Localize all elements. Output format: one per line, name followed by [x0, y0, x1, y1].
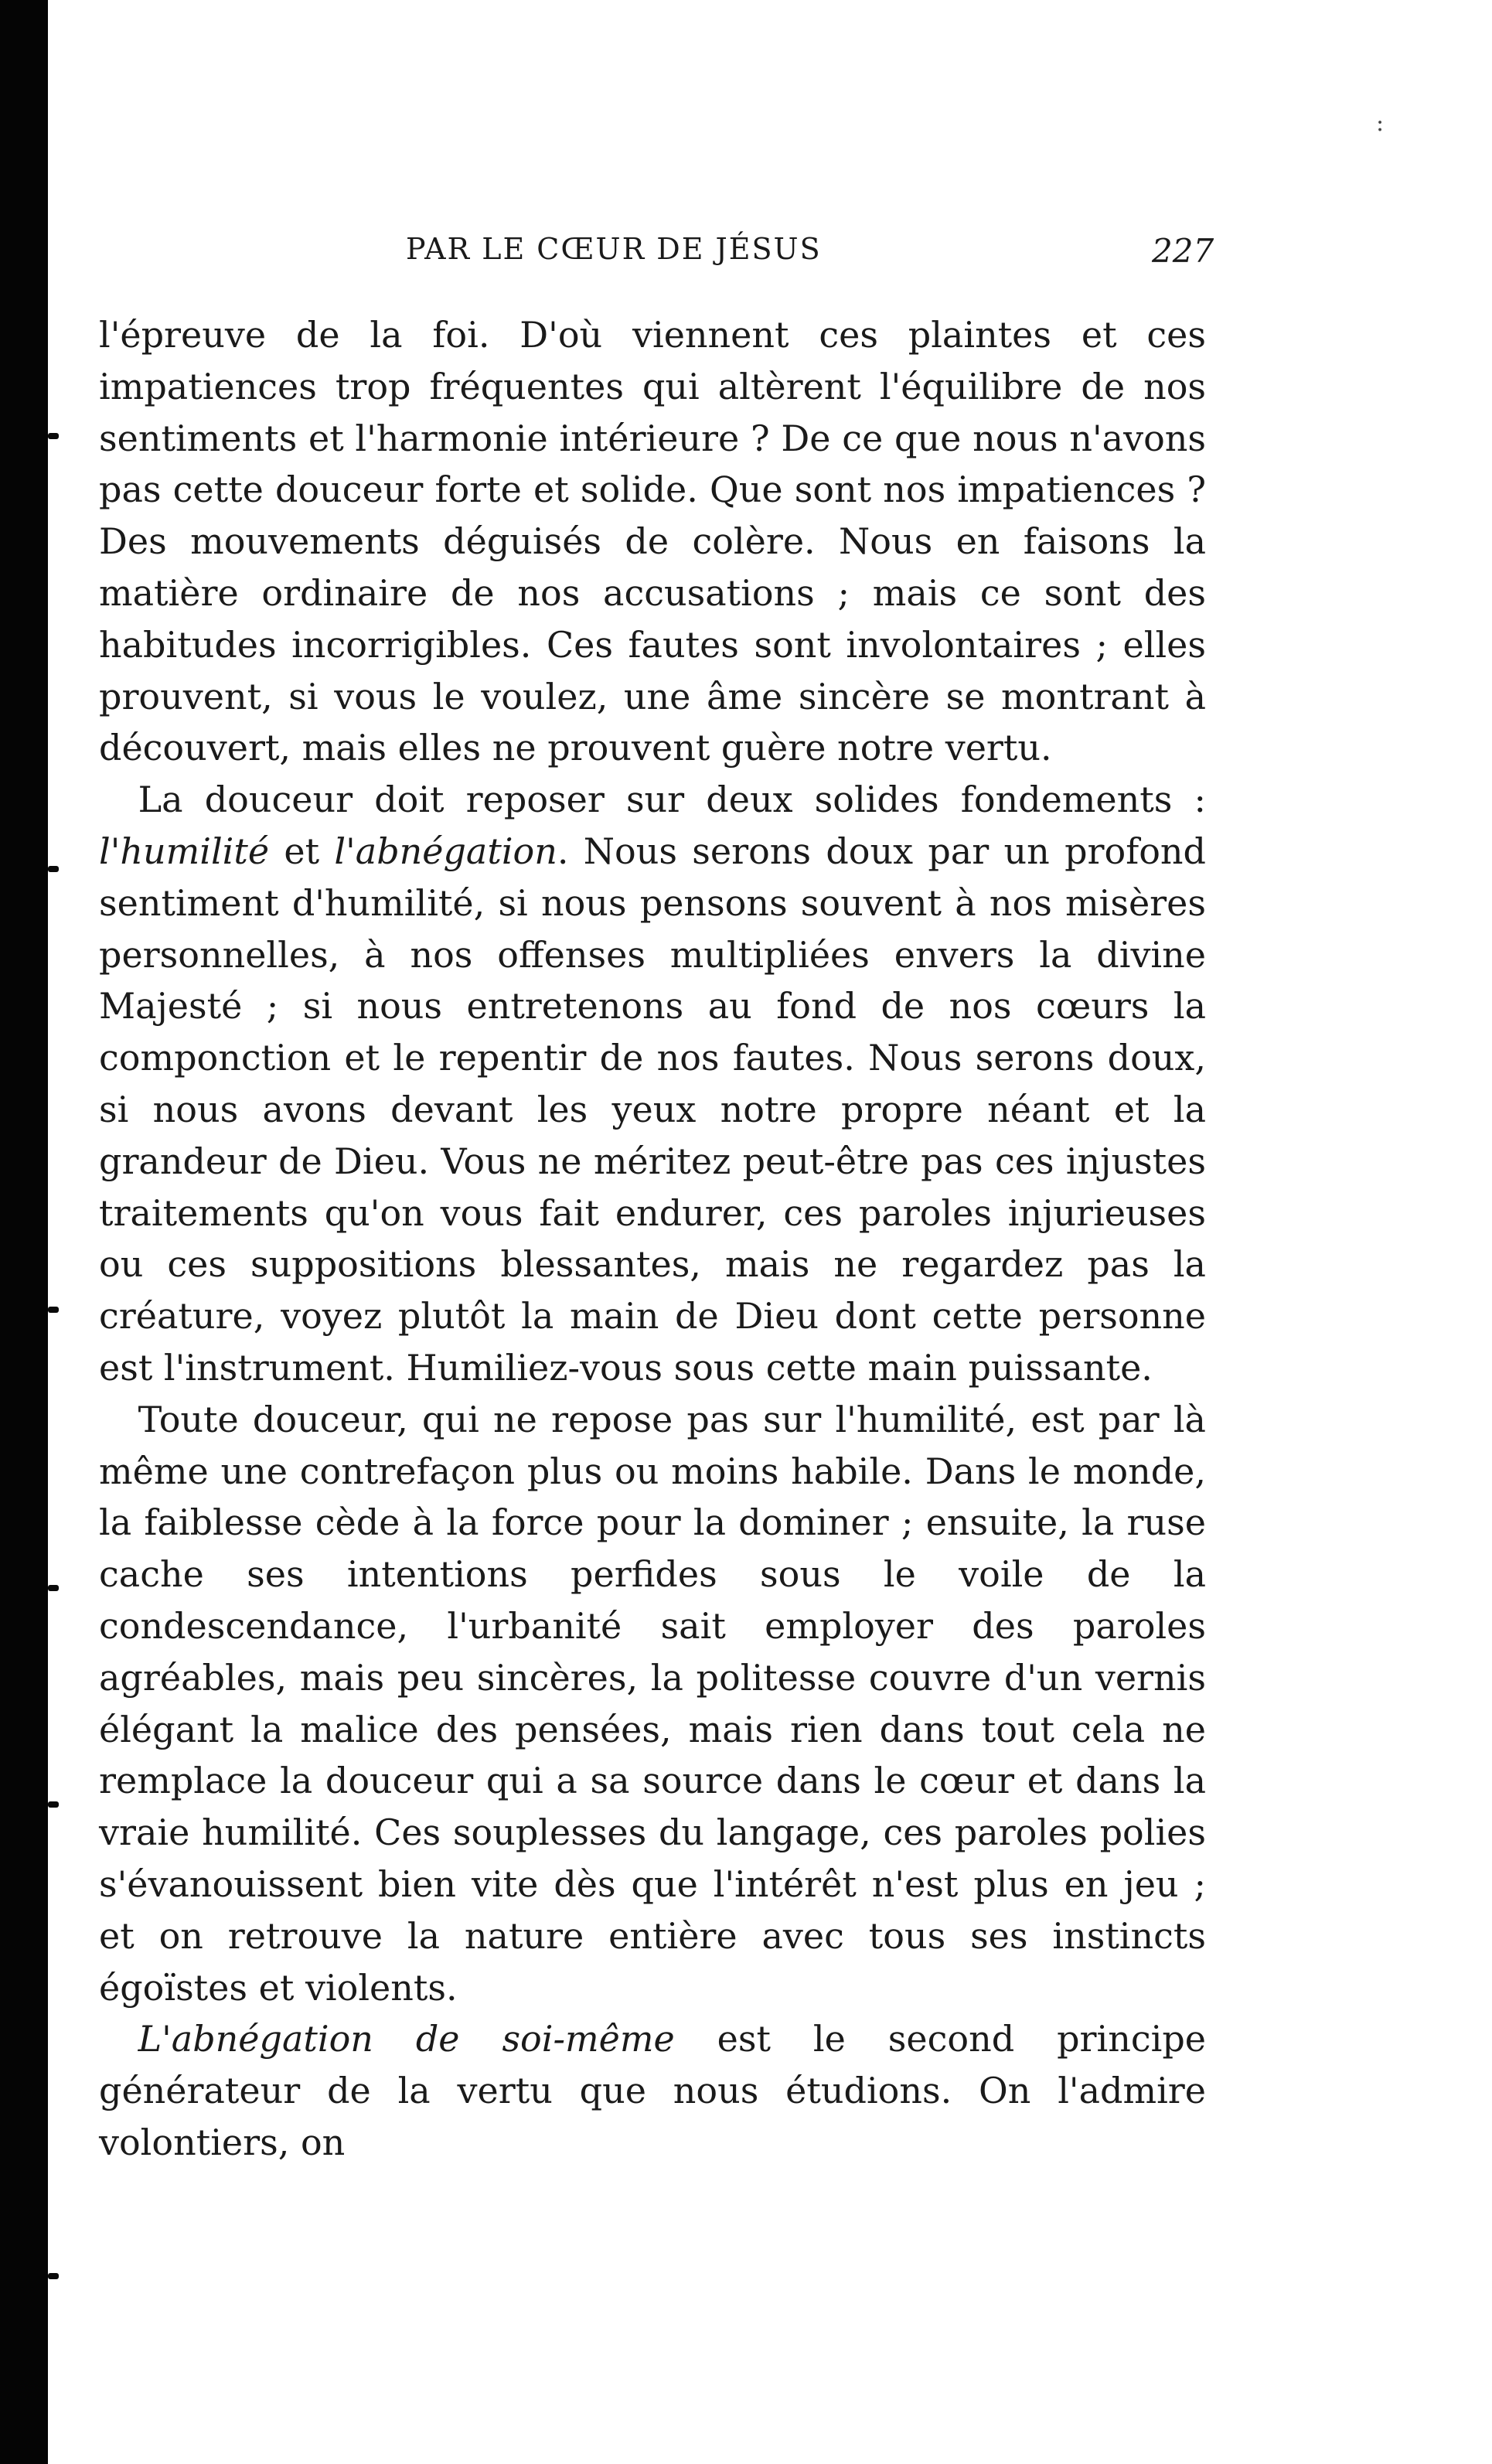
- running-head: [0, 232, 1492, 278]
- running-title: PAR LE CŒUR DE JÉSUS: [406, 232, 822, 266]
- page-number: 227: [1152, 232, 1214, 270]
- italic-term-abnegation: l'abnégation: [334, 830, 557, 872]
- binding-speck: [48, 866, 59, 872]
- paragraph-text: Toute douceur, qui ne repose pas sur l'humilité, est par là même une contrefaçon plus ou moins habile. Dans le monde, la faiblesse cède à la force pour la dominer ; ensuite, la ruse cache ses intentions perfides sous le voile de la condescendance, l'urbanité sait employer des paroles agréables, mais peu sincères, la politesse couvre d'un vernis élégant la malice des pensées, mais rien dans tout cela ne remplace la douceur qui a sa source dans le cœur et dans la vraie humilité. Ces souplesses du langage, ces paroles polies s'évanouissent bien vite dès que l'intérêt n'est plus en jeu ; et on retrouve la nature entière avec tous ses instincts égoïstes et violents.: [99, 1398, 1206, 2009]
- paragraph-4: [99, 2013, 1206, 2168]
- paragraph-2: [99, 774, 1206, 1394]
- binding-speck: [48, 1801, 59, 1808]
- binding-speck: [48, 433, 59, 439]
- paragraph-text: est le second principe générateur de la vertu que nous étudions. On l'admire volontiers, on: [99, 2018, 1207, 2163]
- paragraph-text: et: [269, 830, 335, 872]
- paragraph-text: . Nous serons doux par un profond sentiment d'humilité, si nous pensons souvent à nos misères personnelles, à nos offenses multipliées envers la divine Majesté ; si nous entretenons au fond de nos cœurs la componction et le repentir de nos fautes. Nous serons doux, si nous avons devant les yeux notre propre néant et la grandeur de Dieu. Vous ne méritez peut-être pas ces injustes traitements qu'on vous fait endurer, ces paroles injurieuses ou ces suppositions blessantes, mais ne regardez pas la créature, voyez plutôt la main de Dieu dont cette personne est l'instrument. Humiliez-vous sous cette main puissante.: [99, 830, 1206, 1389]
- paragraph-text: l'épreuve de la foi. D'où viennent ces plaintes et ces impatiences trop fréquentes qui altèrent l'équilibre de nos sentiments et l'harmonie intérieure ? De ce que nous n'avons pas cette douceur forte et solide. Que sont nos impatiences ? Des mouvements déguisés de colère. Nous en faisons la matière ordinaire de nos accusations ; mais ce sont des habitudes incorrigibles. Ces fautes sont involontaires ; elles prouvent, si vous le voulez, une âme sincère se montrant à découvert, mais elles ne prouvent guère notre vertu.: [99, 314, 1206, 769]
- stray-margin-mark: :: [1376, 110, 1385, 137]
- paragraph-1: [99, 309, 1206, 774]
- book-binding-edge: [0, 0, 48, 2464]
- paragraph-text: La douceur doit reposer sur deux solides fondements :: [138, 779, 1206, 821]
- body-text: [99, 309, 1206, 2169]
- italic-phrase-self-abnegation: L'abnégation de soi-même: [138, 2018, 675, 2060]
- binding-speck: [48, 2273, 59, 2279]
- italic-term-humility: l'humilité: [99, 830, 270, 872]
- binding-speck: [48, 1585, 59, 1591]
- binding-speck: [48, 1307, 59, 1313]
- paragraph-3: [99, 1394, 1206, 2014]
